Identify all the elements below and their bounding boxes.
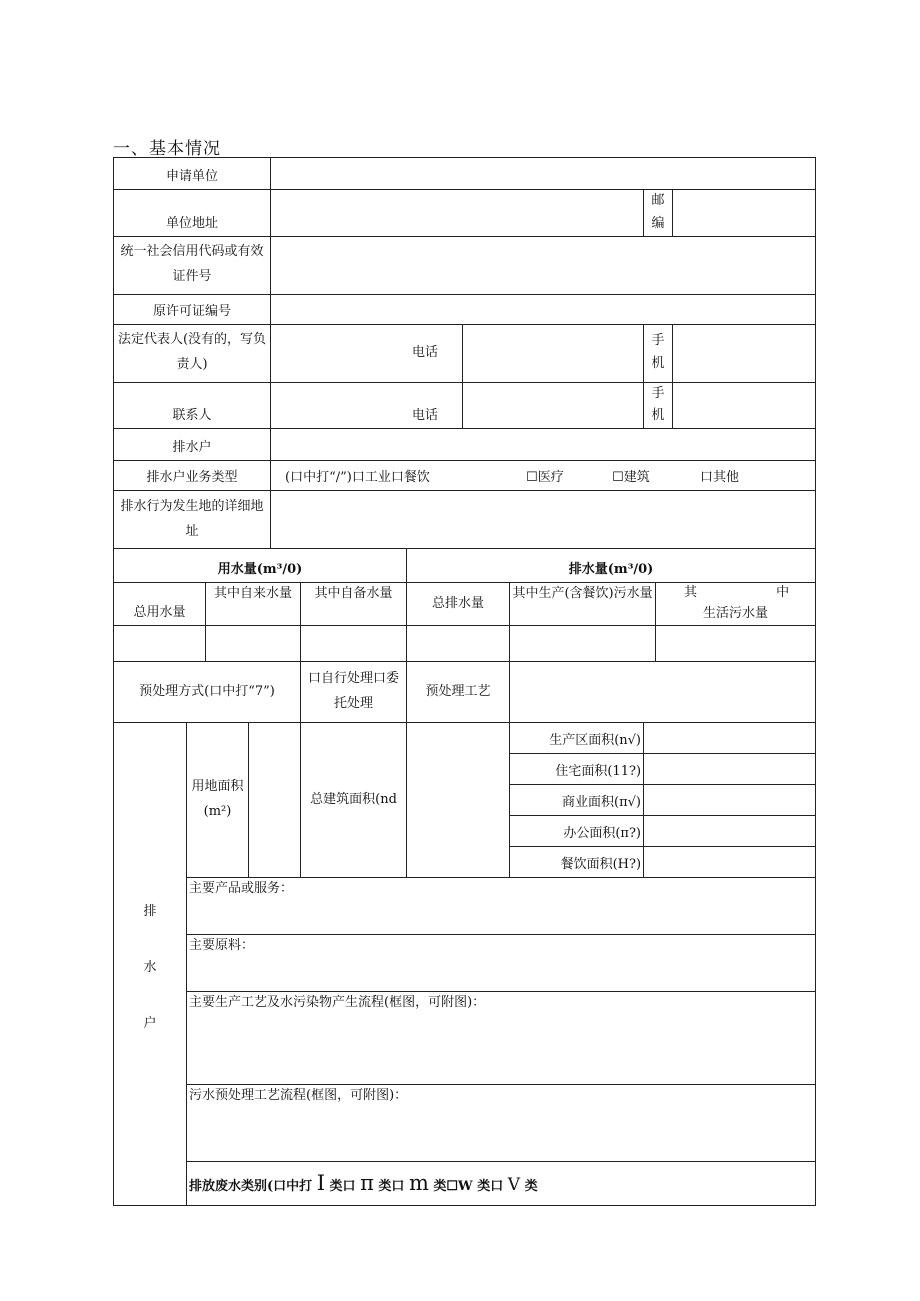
contact-mobile-field[interactable] xyxy=(673,382,816,429)
detail-address-field[interactable] xyxy=(271,491,816,549)
comm-area-label: 商业面积(π√) xyxy=(510,785,644,816)
cat-prefix: 排放废水类别(口中打 xyxy=(189,1179,313,1195)
cat-1-option[interactable]: I xyxy=(316,1171,325,1196)
option-construction[interactable]: ☐建筑 xyxy=(612,470,650,486)
pretreat-mode-label: 预处理方式(口中打“7”) xyxy=(114,662,301,723)
materials-label[interactable]: 主要原料： xyxy=(187,935,816,992)
prod-area-label: 生产区面积(n√) xyxy=(510,723,644,754)
credit-code-field[interactable] xyxy=(271,236,816,294)
cat-3-suffix: 类☐W xyxy=(433,1179,473,1195)
legal-mobile-field[interactable] xyxy=(673,324,816,382)
self-water-field[interactable] xyxy=(301,626,407,662)
house-area-label: 住宅面积(11?) xyxy=(510,754,644,785)
land-area-field[interactable] xyxy=(249,723,301,878)
office-area-field[interactable] xyxy=(644,816,816,847)
pretreat-process-label: 预处理工艺 xyxy=(407,662,510,723)
side-label-2: 水 xyxy=(143,959,157,975)
legal-phone-label: 电话 xyxy=(271,324,463,382)
biz-type-options-text: (口中打“/”)口工业口餐饮 xyxy=(285,470,430,486)
pretreat-options[interactable]: 口自行处理口委托处理 xyxy=(301,662,407,723)
total-use-field[interactable] xyxy=(114,626,206,662)
legal-mobile-label: 手机 xyxy=(644,324,673,382)
applicant-field[interactable] xyxy=(271,158,816,190)
postcode-field[interactable] xyxy=(673,190,816,237)
prod-sewage-label: 其中生产(含餐饮)污水量 xyxy=(510,583,656,626)
self-water-label: 其中自备水量 xyxy=(301,583,407,626)
option-medical[interactable]: ☐医疗 xyxy=(526,470,564,486)
water-use-header: 用水量(m³/0) xyxy=(114,549,407,583)
land-area-label xyxy=(187,723,249,878)
cat-2-suffix: 类口 xyxy=(378,1179,405,1195)
cat-1-suffix: 类口 xyxy=(329,1179,356,1195)
total-use-label: 总用水量 xyxy=(114,583,206,626)
products-label[interactable]: 主要产品或服务： xyxy=(187,878,816,935)
tap-water-label: 其中自来水量 xyxy=(206,583,301,626)
pretreat-flow-label[interactable]: 污水预处理工艺流程(框图，可附图)： xyxy=(187,1085,816,1162)
total-discharge-field[interactable] xyxy=(407,626,510,662)
life-sewage-label xyxy=(656,583,816,626)
house-area-field[interactable] xyxy=(644,754,816,785)
life-sewage-text-3: 生活污水量 xyxy=(703,605,769,621)
land-area-text: 用地面积(m²) xyxy=(191,779,244,819)
building-area-label xyxy=(301,723,407,878)
life-sewage-text-1: 其 xyxy=(684,585,698,600)
wastewater-category[interactable] xyxy=(187,1162,816,1206)
prod-area-field[interactable] xyxy=(644,723,816,754)
food-area-field[interactable] xyxy=(644,847,816,878)
discharger-label: 排水户 xyxy=(114,429,271,461)
side-label-1: 排 xyxy=(143,903,157,919)
biz-type-label: 排水户业务类型 xyxy=(114,461,271,491)
process-flow-label[interactable]: 主要生产工艺及水污染物产生流程(框图，可附图)： xyxy=(187,992,816,1085)
discharger-field[interactable] xyxy=(271,429,816,461)
address-label: 单位地址 xyxy=(114,190,271,237)
cat-2-option[interactable]: π xyxy=(360,1171,374,1196)
orig-permit-label: 原许可证编号 xyxy=(114,294,271,324)
credit-code-label: 统一社会信用代码或有效证件号 xyxy=(114,236,271,294)
side-label-3: 户 xyxy=(143,1015,157,1031)
tap-water-field[interactable] xyxy=(206,626,301,662)
side-label xyxy=(114,723,187,1206)
basic-info-table xyxy=(113,157,816,1206)
contact-phone-label: 电话 xyxy=(271,382,463,429)
orig-permit-field[interactable] xyxy=(271,294,816,324)
prod-sewage-field[interactable] xyxy=(510,626,656,662)
water-discharge-header: 排水量(m³/0) xyxy=(407,549,816,583)
building-area-text: 总建筑面积(nd xyxy=(310,791,397,807)
section-title: 一、基本情况 xyxy=(113,139,221,159)
building-area-field[interactable] xyxy=(407,723,510,878)
total-discharge-label: 总排水量 xyxy=(407,583,510,626)
contact-mobile-label: 手机 xyxy=(644,382,673,429)
address-field[interactable] xyxy=(271,190,644,237)
postcode-label: 邮编 xyxy=(644,190,673,237)
contact-phone-field[interactable] xyxy=(463,382,644,429)
cat-4-suffix: 类口 xyxy=(477,1179,504,1195)
applicant-label: 申请单位 xyxy=(114,158,271,190)
comm-area-field[interactable] xyxy=(644,785,816,816)
food-area-label: 餐饮面积(H?) xyxy=(510,847,644,878)
option-other[interactable]: 口其他 xyxy=(700,470,740,486)
legal-rep-label: 法定代表人(没有的，写负责人) xyxy=(114,324,271,382)
office-area-label: 办公面积(π?) xyxy=(510,816,644,847)
biz-type-options[interactable] xyxy=(271,461,816,491)
cat-5-suffix: 类 xyxy=(524,1179,538,1195)
cat-3-option[interactable]: m xyxy=(408,1171,429,1196)
legal-phone-field[interactable] xyxy=(463,324,644,382)
contact-label: 联系人 xyxy=(114,382,271,429)
detail-address-label: 排水行为发生地的详细地址 xyxy=(114,491,271,549)
life-sewage-text-2: 中 xyxy=(776,585,790,600)
cat-5-option[interactable]: V xyxy=(507,1175,521,1196)
pretreat-process-field[interactable] xyxy=(510,662,816,723)
life-sewage-field[interactable] xyxy=(656,626,816,662)
life-sewage-top xyxy=(658,583,813,604)
